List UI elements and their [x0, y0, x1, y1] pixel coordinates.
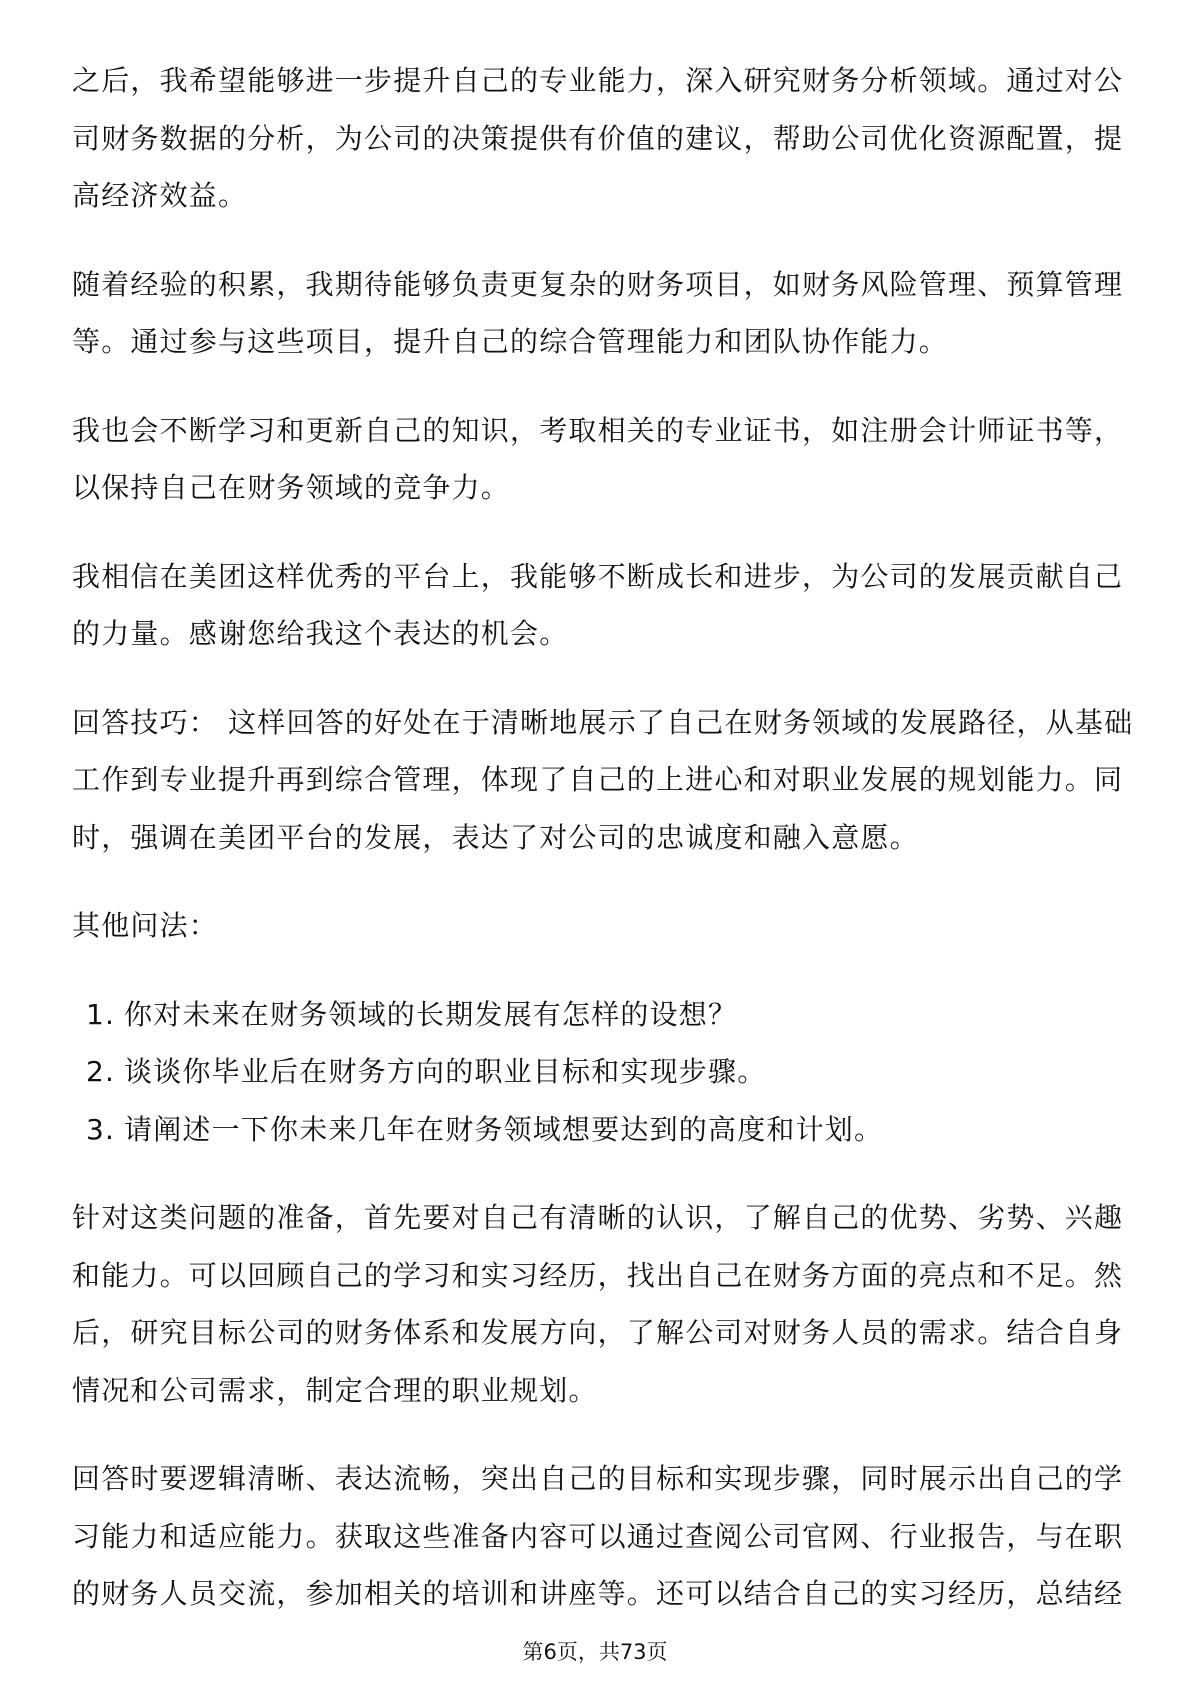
page-number: 第6页，共73页	[522, 1640, 668, 1664]
text-line: 以保持自己在财务领域的竞争力。	[72, 471, 511, 504]
text-line: 其他问法：	[72, 909, 219, 942]
text-line: 情况和公司需求，制定合理的职业规划。	[72, 1373, 598, 1407]
text-line: 针对这类问题的准备，首先要对自己有清晰的认识，了解自己的优势、劣势、兴趣	[72, 1201, 1124, 1234]
paragraph	[72, 1198, 1132, 1428]
paragraph	[72, 557, 1132, 672]
text-line: 我相信在美团这样优秀的平台上，我能够不断成长和进步，为公司的发展贡献自己	[72, 559, 1124, 593]
text-line: 时，强调在美团平台的发展，表达了对公司的忠诚度和融入意愿。	[72, 820, 919, 854]
text-line: 高经济效益。	[72, 179, 248, 212]
list-item	[72, 1052, 1132, 1110]
document-body	[72, 61, 1132, 1663]
text-line: 等。通过参与这些项目，提升自己的综合管理能力和团队协作能力。	[72, 325, 949, 358]
list-item	[72, 1110, 1132, 1168]
paragraph	[72, 906, 1132, 964]
text-line: 我也会不断学习和更新自己的知识，考取相关的专业证书，如注册会计师证书等，	[72, 413, 1124, 447]
text-line: 的力量。感谢您给我这个表达的机会。	[72, 617, 569, 650]
other-questions-list	[72, 995, 1132, 1168]
text-line: 司财务数据的分析，为公司的决策提供有价值的建议，帮助公司优化资源配置，提	[72, 121, 1124, 155]
text-line: 和能力。可以回顾自己的学习和实习经历，找出自己在财务方面的亮点和不足。然	[72, 1258, 1124, 1292]
list-item-text: 谈谈你毕业后在财务方向的职业目标和实现步骤。	[124, 1055, 767, 1088]
list-number: 3.	[86, 1112, 116, 1146]
text-line: 回答时要逻辑清晰、表达流畅，突出自己的目标和实现步骤，同时展示出自己的学	[72, 1462, 1124, 1495]
text-line: 的财务人员交流，参加相关的培训和讲座等。还可以结合自己的实习经历，总结经	[72, 1577, 1124, 1610]
paragraph	[72, 1459, 1132, 1632]
list-number: 1.	[86, 997, 116, 1031]
text-line: 习能力和适应能力。获取这些准备内容可以通过查阅公司官网、行业报告，与在职	[72, 1519, 1124, 1553]
paragraph	[72, 265, 1132, 380]
text-line: 回答技巧： 这样回答的好处在于清晰地展示了自己在财务领域的发展路径，从基础	[72, 705, 1134, 739]
text-line: 后，研究目标公司的财务体系和发展方向，了解公司对财务人员的需求。结合自身	[72, 1316, 1124, 1349]
paragraph	[72, 703, 1132, 876]
paragraph	[72, 411, 1132, 526]
paragraph	[72, 61, 1132, 234]
text-line: 之后，我希望能够进一步提升自己的专业能力，深入研究财务分析领域。通过对公	[72, 64, 1124, 97]
list-item-text: 你对未来在财务领域的长期发展有怎样的设想？	[124, 997, 738, 1031]
list-number: 2.	[86, 1055, 116, 1088]
text-line: 工作到专业提升再到综合管理，体现了自己的上进心和对职业发展的规划能力。同	[72, 763, 1124, 796]
list-item-text: 请阐述一下你未来几年在财务领域想要达到的高度和计划。	[124, 1112, 884, 1146]
list-item	[72, 995, 1132, 1053]
text-line: 随着经验的积累，我期待能够负责更复杂的财务项目，如财务风险管理、预算管理	[72, 267, 1124, 301]
